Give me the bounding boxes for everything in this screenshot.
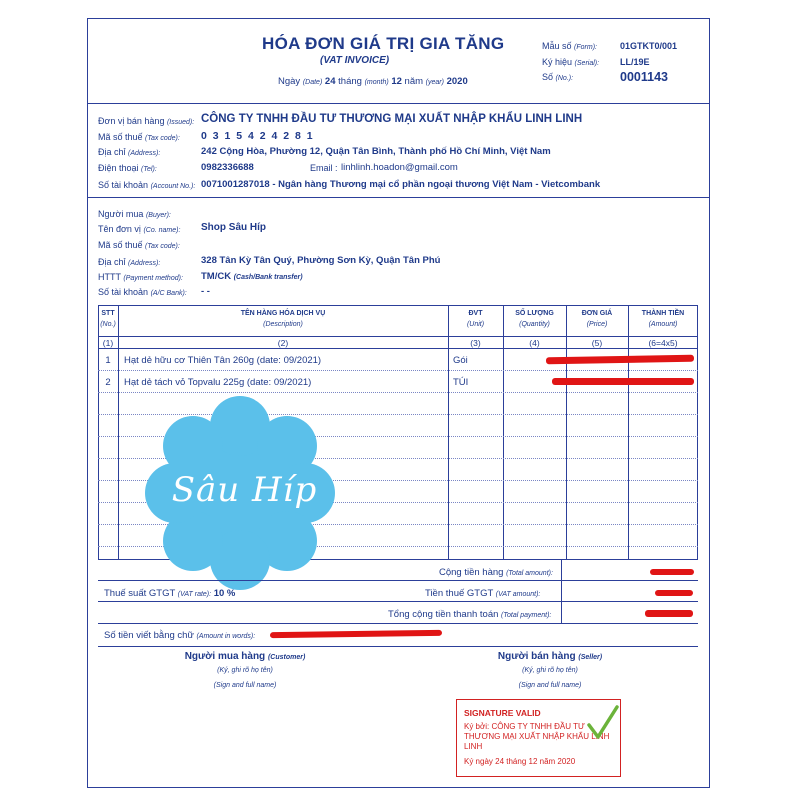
column-line	[561, 560, 562, 580]
total-amount-label: Cộng tiền hàng (Total amount):	[439, 567, 553, 578]
seller-sign-note-en: (Sign and full name)	[518, 682, 582, 689]
invoice-number: 0001143	[620, 70, 668, 84]
invoice-date: Ngày (Date) 24 tháng (month) 12 năm (year) 2020	[278, 76, 468, 87]
seller-account: 0071001287018 - Ngân hàng Thương mại cổ phần ngoại thương Việt Nam - Vietcombank	[201, 179, 601, 190]
buyer-payment: TM/CK (Cash/Bank transfer)	[201, 271, 303, 282]
divider	[98, 623, 698, 624]
col-header-no: STT (No.)	[100, 310, 116, 328]
col-index: (6=4x5)	[648, 338, 678, 348]
seller-tax-label: Mã số thuế (Tax code):	[98, 132, 180, 142]
buyer-label: Người mua (Buyer):	[98, 209, 171, 219]
row-1-unit: Gói	[453, 355, 468, 366]
watermark-text: Sâu Híp	[171, 470, 318, 510]
column-line	[561, 602, 562, 623]
vat-rate-label: Thuế suất GTGT (VAT rate): 10 %	[104, 588, 236, 599]
seller-tel-label: Điện thoại (Tel):	[98, 163, 157, 173]
buyer-bank-label: Số tài khoản (A/C Bank):	[98, 287, 187, 297]
seller-address-label: Địa chỉ (Address):	[98, 147, 161, 157]
col-index: (4)	[529, 338, 540, 348]
row-2-no: 2	[105, 377, 111, 388]
divider	[98, 646, 698, 647]
row-1-description: Hạt dẻ hữu cơ Thiên Tân 260g (date: 09/2021)	[124, 355, 322, 366]
amount-in-words-label: Số tiền viết bằng chữ (Amount in words):	[104, 630, 256, 641]
customer-signature-label: Người mua hàng (Customer)	[184, 651, 306, 662]
row-2-description: Hạt dẻ tách vỏ Topvalu 225g (date: 09/2021)	[124, 377, 312, 388]
buyer-payment-label: HTTT (Payment method):	[98, 272, 183, 282]
seller-email: linhlinh.hoadon@gmail.com	[341, 162, 458, 173]
column-line	[561, 581, 562, 601]
customer-sign-note: (Ký, ghi rõ họ tên)	[217, 667, 273, 674]
buyer-address-label: Địa chỉ (Address):	[98, 257, 161, 267]
serial-value: LL/19E	[620, 57, 650, 67]
table-divider	[98, 348, 698, 349]
row-2-unit: TÚI	[453, 377, 469, 388]
serial-label: Ký hiệu (Serial):	[542, 57, 600, 67]
col-header-amount: THÀNH TIỀN (Amount)	[641, 310, 685, 328]
redaction-mark	[552, 378, 694, 385]
seller-address: 242 Cộng Hòa, Phường 12, Quận Tân Bình, Thành phố Hồ Chí Minh, Việt Nam	[201, 146, 551, 157]
seller-signature-label: Người bán hàng (Seller)	[497, 651, 603, 662]
row-1-no: 1	[105, 355, 111, 366]
redaction-mark	[650, 569, 694, 575]
buyer-tax-label: Mã số thuế (Tax code):	[98, 240, 180, 250]
buyer-co-label: Tên đơn vị (Co. name):	[98, 224, 181, 234]
divider	[87, 103, 710, 104]
vat-amount-label: Tiền thuế GTGT (VAT amount):	[425, 588, 541, 599]
redaction-mark	[645, 610, 693, 617]
col-header-description: TÊN HÀNG HÓA DỊCH VỤ (Description)	[240, 310, 326, 328]
col-index: (1)	[102, 338, 114, 348]
checkmark-icon	[585, 703, 621, 743]
divider	[98, 601, 698, 602]
row-line	[98, 392, 698, 393]
invoice-subtitle: (VAT INVOICE)	[320, 55, 390, 66]
redaction-mark	[655, 590, 693, 596]
invoice-title: HÓA ĐƠN GIÁ TRỊ GIA TĂNG	[262, 34, 505, 53]
col-header-quantity: SỐ LƯỢNG (Quantity)	[515, 310, 554, 328]
col-index: (5)	[591, 338, 603, 348]
table-divider	[98, 336, 698, 337]
stamp-signed-date: Ký ngày 24 tháng 12 năm 2020	[464, 757, 576, 766]
col-index: (2)	[277, 338, 289, 348]
col-header-unit: ĐVT (Unit)	[466, 310, 485, 328]
buyer-bank: - -	[201, 286, 210, 297]
row-line	[98, 370, 698, 371]
stamp-signed-by: Ký bởi: CÔNG TY TNHH ĐẦU TƯ THƯƠNG MẠI XUẤT NHẬP KHẨU LINH LINH	[464, 722, 610, 751]
divider	[87, 197, 710, 198]
customer-sign-note-en: (Sign and full name)	[213, 682, 277, 689]
divider	[98, 580, 698, 581]
col-index: (3)	[470, 338, 481, 348]
seller-tel: 0982336688	[201, 162, 254, 173]
stamp-title: SIGNATURE VALID	[464, 708, 541, 718]
seller-name: CÔNG TY TNHH ĐẦU TƯ THƯƠNG MẠI XUẤT NHẬP KHẨU LINH LINH	[201, 113, 583, 125]
total-payment-label: Tổng cộng tiền thanh toán (Total payment):	[388, 609, 552, 620]
seller-issued-label: Đơn vị bán hàng (Issued):	[98, 116, 195, 126]
form-value: 01GTKT0/001	[620, 41, 678, 51]
seller-account-label: Số tài khoản (Account No.):	[98, 180, 196, 190]
col-header-price: ĐƠN GIÁ (Price)	[581, 310, 613, 328]
buyer-company: Shop Sâu Híp	[201, 222, 266, 233]
seller-sign-note: (Ký, ghi rõ họ tên)	[522, 667, 578, 674]
buyer-address: 328 Tân Kỳ Tân Quý, Phường Sơn Kỳ, Quận Tân Phú	[201, 255, 441, 266]
form-label: Mẫu số (Form):	[542, 41, 597, 51]
seller-email-label: Email :	[310, 163, 338, 173]
number-label: Số (No.):	[542, 72, 574, 82]
seller-tax-code: 0 3 1 5 4 2 4 2 8 1	[201, 130, 315, 142]
